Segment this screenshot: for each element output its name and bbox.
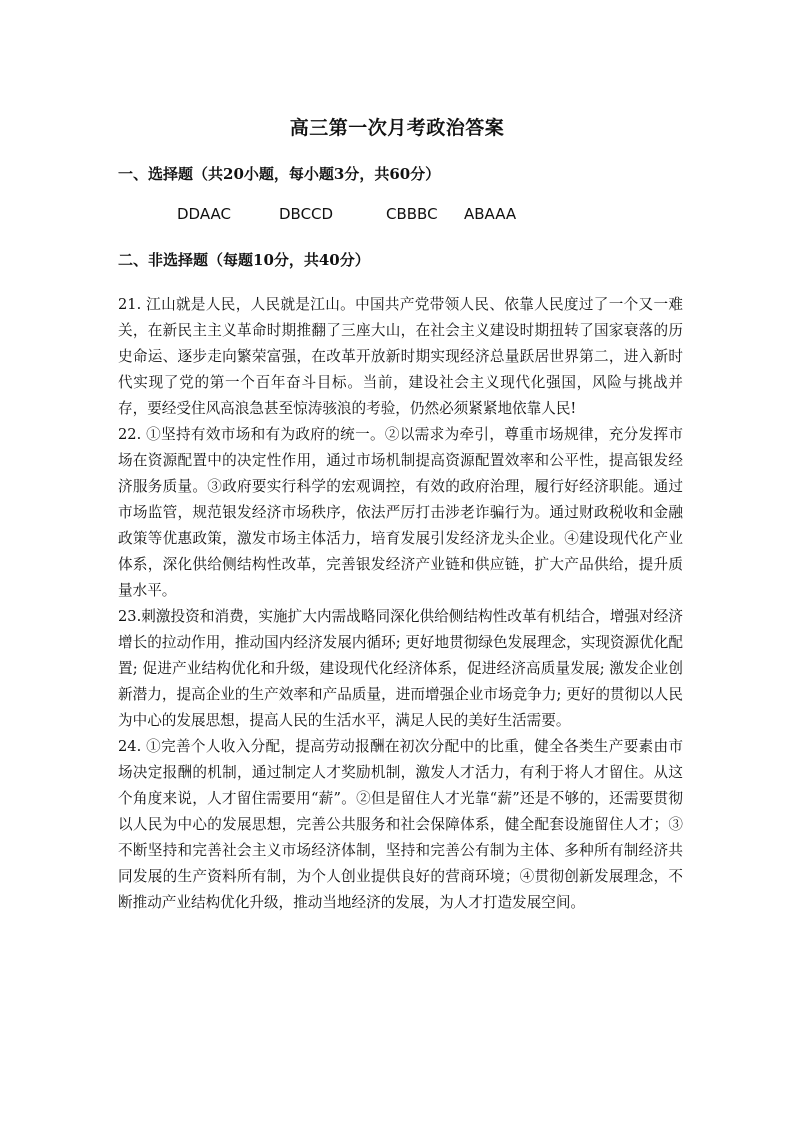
- answer-24: 24. ①完善个人收入分配，提高劳动报酬在初次分配中的比重，健全各类生产要素由市场决定报酬的机制，通过制定人才奖励机制，激发人才活力，有利于将人才留住。从这个角度来说，人才留住需要用“薪”。②但是留住人才光靠“薪”还是不够的，还需要贯彻以人民为中心的发展思想，完善公共服务和社会保障体系，健全配套设施留住人才；③不断坚持和完善社会主义市场经济体制，坚持和完善公有制为主体、多种所有制经济共同发展的生产资料所有制，为个人创业提供良好的营商环境；④贯彻创新发展理念，不断推动产业结构优化升级，推动当地经济的发展，为人才打造发展空间。: [118, 738, 683, 911]
- multiple-choice-answers: [0, 205, 794, 225]
- answer-group-3: CBBBC: [386, 205, 438, 223]
- answer-group-2: DBCCD: [279, 205, 334, 223]
- answer-group-4: ABAAA: [464, 205, 517, 223]
- answer-21: 21. 江山就是人民，人民就是江山。中国共产党带领人民、依靠人民度过了一个又一难关，在新民主主义革命时期推翻了三座大山，在社会主义建设时期扭转了国家衰落的历史命运、逐步走向繁荣富强，在改革开放新时期实现经济总量跃居世界第二，进入新时代实现了党的第一个百年奋斗目标。当前，建设社会主义现代化强国，风险与挑战并存，要经受住风高浪急甚至惊涛骇浪的考验，仍然必须紧紧地依靠人民!: [118, 296, 683, 417]
- answer-group-1: DDAAC: [177, 205, 231, 223]
- section-essay-heading: 二、非选择题（每题10分，共40分）: [118, 251, 370, 269]
- page-title: 高三第一次月考政治答案: [289, 117, 505, 139]
- answer-22: 22. ①坚持有效市场和有为政府的统一。②以需求为牵引，尊重市场规律，充分发挥市场在资源配置中的决定性作用，通过市场机制提高资源配置效率和公平性，提高银发经济服务质量。③政府要实行科学的宏观调控，有效的政府治理，履行好经济职能。通过市场监管，规范银发经济市场秩序，依法严厉打击涉老诈骗行为。通过财政税收和金融政策等优惠政策，激发市场主体活力，培育发展引发经济龙头企业。④建设现代化产业体系，深化供给侧结构性改革，完善银发经济产业链和供应链，扩大产品供给，提升质量水平。: [118, 426, 683, 599]
- answer-23: 23.刺激投资和消费，实施扩大内需战略同深化供给侧结构性改革有机结合，增强对经济增长的拉动作用，推动国内经济发展内循环; 更好地贯彻绿色发展理念，实现资源优化配置; 促进产业结构优化和升级，建设现代化经济体系，促进经济高质量发展; 激发企业创新潜力，提高企业的生产效率和产品质量，进而增强企业市场竞争力; 更好的贯彻以人民为中心的发展思想，提高人民的生活水平，满足人民的美好生活需要。: [118, 608, 683, 729]
- section-multiple-choice-heading: 一、选择题（共20小题，每小题3分，共60分）: [118, 165, 441, 183]
- essay-answers: [118, 292, 683, 916]
